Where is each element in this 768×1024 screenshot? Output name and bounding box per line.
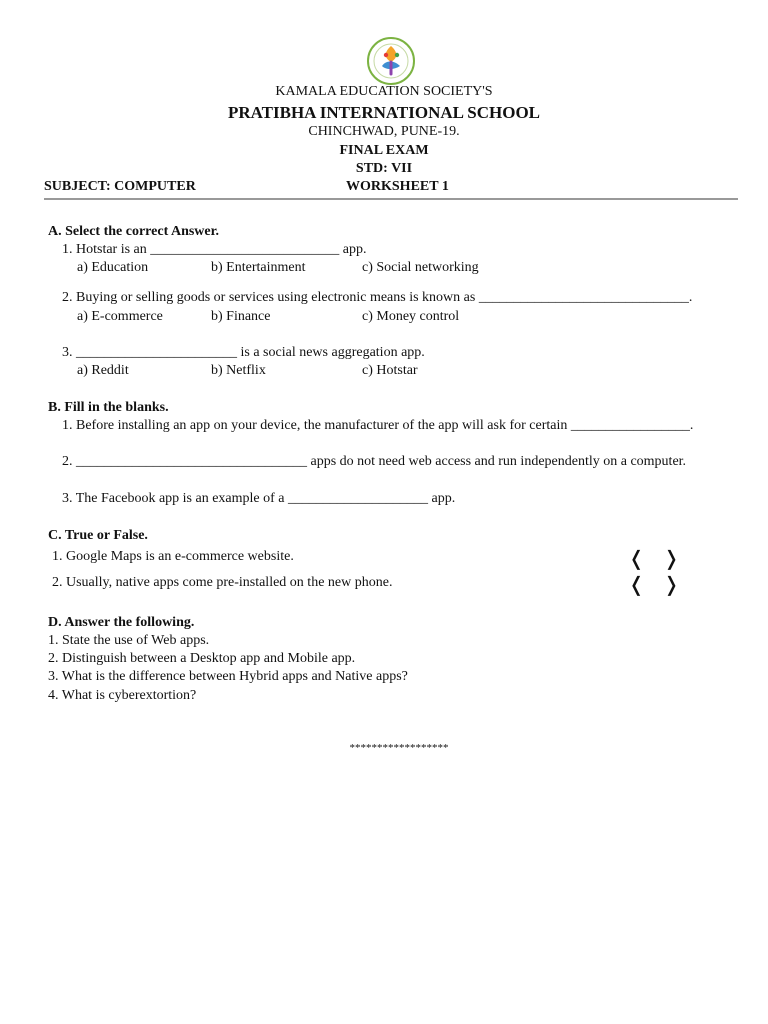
section-a-question-1: 1. Hotstar is an ___________________________ app. xyxy=(62,242,367,257)
school-address: CHINCHWAD, PUNE-19. xyxy=(308,124,460,139)
section-d-question-2: 2. Distinguish between a Desktop app and Mobile app. xyxy=(48,651,356,666)
section-b-question-3: 3. The Facebook app is an example of a ____________________ app. xyxy=(62,491,456,506)
section-d-heading: D. Answer the following. xyxy=(48,615,195,630)
society-name: KAMALA EDUCATION SOCIETY'S xyxy=(275,84,493,99)
section-a-question-2: 2. Buying or selling goods or services using electronic means is known as ______________________________. xyxy=(62,290,693,305)
section-b-question-1: 1. Before installing an app on your device, the manufacturer of the app will ask for certain _________________. xyxy=(62,418,694,433)
subject-label: SUBJECT: COMPUTER xyxy=(44,179,196,194)
section-c-heading: C. True or False. xyxy=(48,528,148,543)
section-d-question-1: 1. State the use of Web apps. xyxy=(48,633,210,648)
standard-label: STD: VII xyxy=(355,161,413,176)
section-c-question-1: 1. Google Maps is an e-commerce website. xyxy=(52,549,294,564)
left-bracket-icon: ❬ xyxy=(628,572,645,596)
exam-title: FINAL EXAM xyxy=(339,143,429,158)
worksheet-label: WORKSHEET 1 xyxy=(346,179,449,194)
header-divider xyxy=(44,198,738,200)
right-bracket-icon: ❭ xyxy=(663,572,680,596)
section-a-heading: A. Select the correct Answer. xyxy=(48,224,220,239)
section-a-q2-option-a: a) E-commerce xyxy=(77,309,163,324)
section-a-q3-option-a: a) Reddit xyxy=(77,363,129,378)
section-a-q2-option-c: c) Money control xyxy=(362,309,460,324)
section-a-q2-option-b: b) Finance xyxy=(211,309,271,324)
section-b-heading: B. Fill in the blanks. xyxy=(48,400,169,415)
section-a-q1-option-a: a) Education xyxy=(77,260,149,275)
section-c-question-2: 2. Usually, native apps come pre-installed on the new phone. xyxy=(52,575,393,590)
section-a-question-3: 3. _______________________ is a social news aggregation app. xyxy=(62,345,425,360)
school-name: PRATIBHA INTERNATIONAL SCHOOL xyxy=(227,103,541,122)
section-d-question-4: 4. What is cyberextortion? xyxy=(48,688,197,703)
section-a-q1-option-b: b) Entertainment xyxy=(211,260,306,275)
section-a-q3-option-c: c) Hotstar xyxy=(362,363,418,378)
end-stars: ****************** xyxy=(349,742,449,754)
school-logo xyxy=(366,36,416,86)
section-a-q1-option-c: c) Social networking xyxy=(362,260,479,275)
right-bracket-icon: ❭ xyxy=(663,546,680,570)
section-b-question-2: 2. _________________________________ apps do not need web access and run independently on a computer. xyxy=(62,454,687,469)
section-d-question-3: 3. What is the difference between Hybrid apps and Native apps? xyxy=(48,669,408,684)
section-a-q3-option-b: b) Netflix xyxy=(211,363,266,378)
left-bracket-icon: ❬ xyxy=(628,546,645,570)
